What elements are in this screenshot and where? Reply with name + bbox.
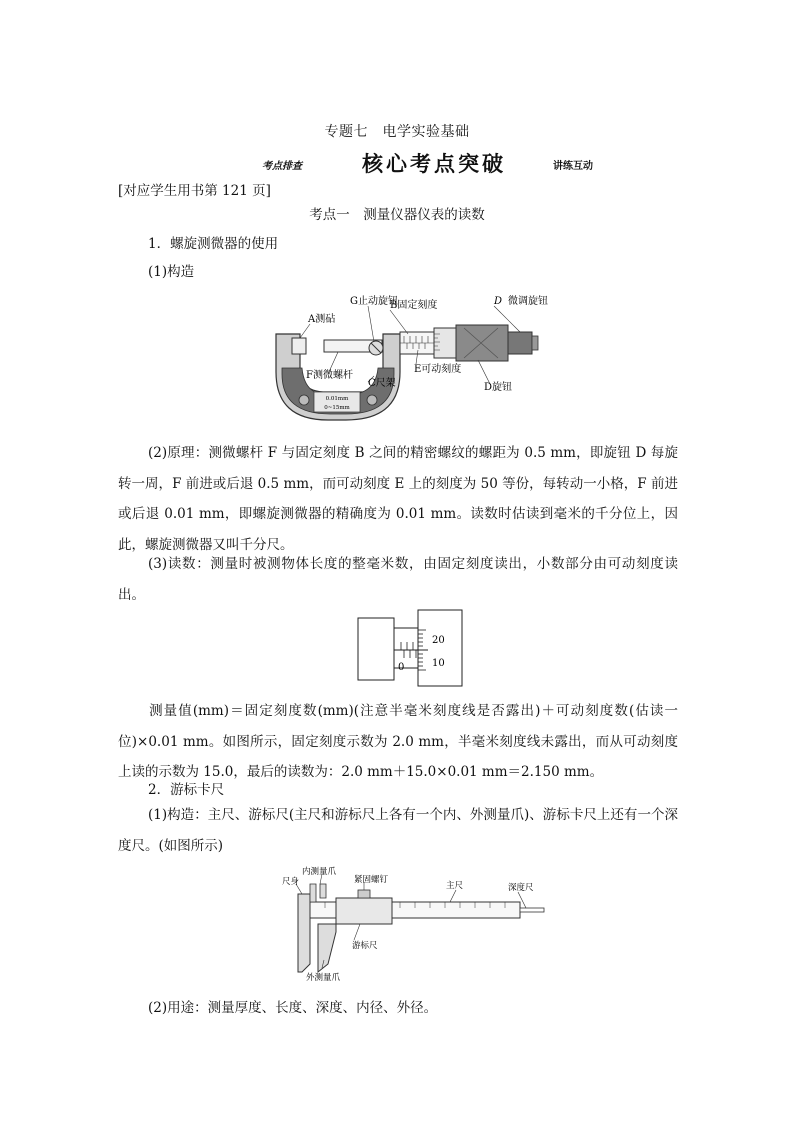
label-lock-knob: G止动旋钮 bbox=[350, 296, 398, 307]
caliper-figure bbox=[280, 864, 550, 986]
item1-heading: 1．螺旋测微器的使用 bbox=[148, 236, 279, 252]
label-thimble-scale: E可动刻度 bbox=[414, 364, 462, 375]
reading-paragraph: (3)读数：测量时被测物体长度的整毫米数，由固定刻度读出，小数部分由可动刻度读出。 bbox=[118, 556, 678, 603]
chapter-title: 专题七 电学实验基础 bbox=[324, 124, 470, 140]
principle-paragraph: (2)原理：测微螺杆 F 与固定刻度 B 之间的精密螺纹的螺距为 0.5 mm，即旋钮 D 每旋转一周，F 前进或后退 0.5 mm，而可动刻度 E 上的刻度为 50 等份，每转动一小格，F 前进或后退 0.01 mm，即螺旋测微器的精确度为 0.01 mm。读数时估读到毫米的千分位上，因此，螺旋测微器又叫千分尺。 bbox=[118, 445, 678, 553]
label-inner-jaw: 内测量爪 bbox=[302, 867, 337, 877]
caliper-usage: (2)用途：测量厚度、长度、深度、内径、外径。 bbox=[148, 1000, 438, 1016]
label-anvil: A测砧 bbox=[308, 314, 336, 325]
label-fixed-scale: B固定刻度 bbox=[390, 300, 438, 311]
item2-heading: 2．游标卡尺 bbox=[148, 782, 225, 798]
label-vernier: 游标尺 bbox=[352, 941, 378, 951]
section-title: 考点一 测量仪器仪表的读数 bbox=[309, 207, 485, 223]
label-lock-screw: 紧固螺钉 bbox=[354, 875, 389, 885]
label-knob: D旋钮 bbox=[484, 382, 513, 393]
banner-left-label: 考点排查 bbox=[262, 161, 302, 172]
banner-right-label: 讲练互动 bbox=[553, 161, 593, 172]
caliper-structure-paragraph: (1)构造：主尺、游标尺(主尺和游标尺上各有一个内、外测量爪)、游标卡尺上还有一个深度尺。(如图所示) bbox=[118, 807, 678, 854]
frame-text-precision: 0.01mm bbox=[325, 396, 349, 402]
item1-structure-label: (1)构造 bbox=[148, 264, 195, 280]
frame-text-range: 0~15mm bbox=[324, 405, 350, 411]
micrometer-figure bbox=[268, 292, 548, 424]
formula-paragraph: 测量值(mm)＝固定刻度数(mm)(注意半毫米刻度线是否露出)＋可动刻度数(估读一位)×0.01 mm。如图所示，固定刻度示数为 2.0 mm，半毫米刻度线未露出，而从可动刻度上读的示数为 15.0，最后的读数为：2.0 mm＋15.0×0.01 mm＝2.150 mm。 bbox=[118, 703, 678, 780]
reading-label-20: 20 bbox=[432, 635, 445, 646]
label-ruler-body: 尺身 bbox=[282, 877, 300, 887]
label-depth-rod: 深度尺 bbox=[508, 883, 534, 893]
label-frame: C尺架 bbox=[368, 378, 396, 389]
reading-label-0: 0 bbox=[398, 662, 405, 673]
label-d-top: D bbox=[494, 296, 503, 307]
book-reference: [对应学生用书第 121 页] bbox=[118, 183, 271, 199]
reading-figure bbox=[354, 606, 466, 690]
banner-title: 核心考点突破 bbox=[362, 152, 506, 176]
label-outer-jaw: 外测量爪 bbox=[306, 973, 341, 983]
label-spindle: F测微螺杆 bbox=[306, 370, 353, 381]
label-fine-knob: 微调旋钮 bbox=[508, 296, 548, 307]
label-main-scale: 主尺 bbox=[446, 881, 464, 891]
reading-label-10: 10 bbox=[432, 658, 445, 669]
